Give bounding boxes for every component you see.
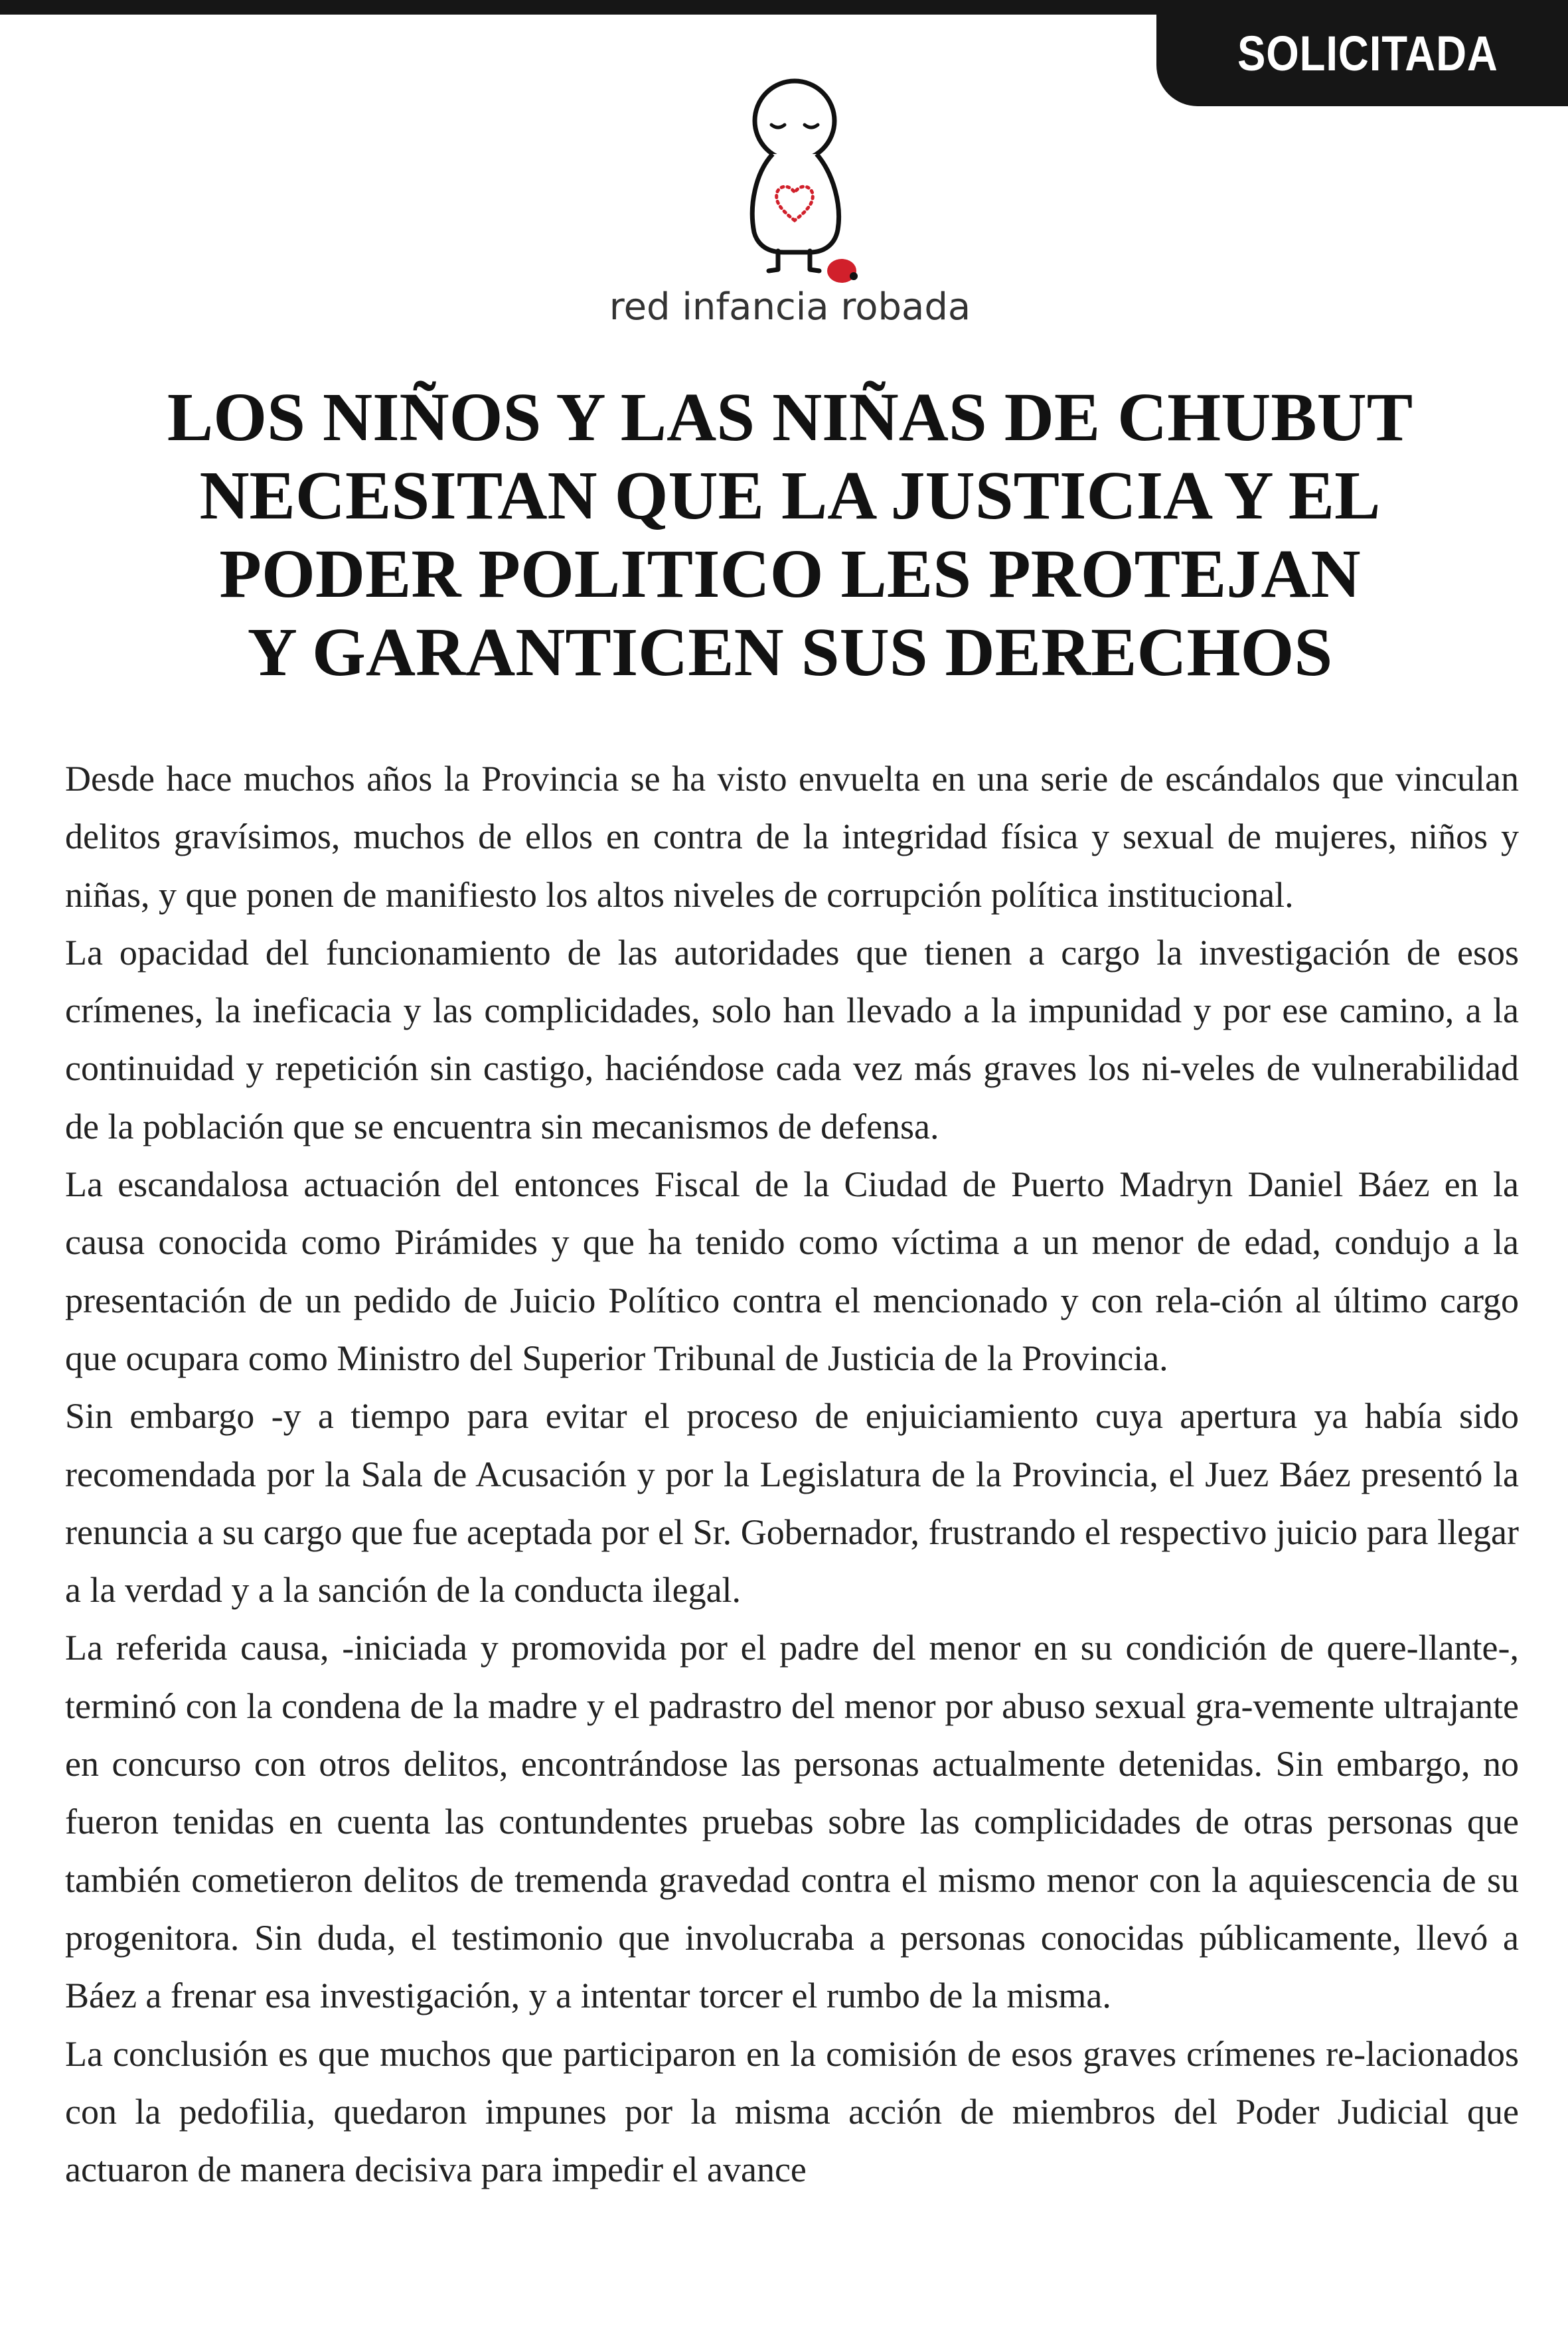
article-body (65, 750, 1519, 2199)
headline-line: LOS NIÑOS Y LAS NIÑAS DE CHUBUT (167, 379, 1413, 455)
section-badge (1156, 0, 1568, 106)
body-paragraph: Desde hace muchos años la Provincia se ha visto envuelta en una serie de escándalos que vinculan delitos gravísimos, muchos de ellos en contra de la integridad física y sexual de mujeres, niños y niñas, y que ponen de manifiesto los altos niveles de corrupción política institucional. (65, 759, 1519, 915)
headline (66, 378, 1514, 692)
badge-label: SOLICITADA (1237, 25, 1498, 81)
child-figure-logo-icon (717, 73, 876, 299)
body-paragraph: Sin embargo -y a tiempo para evitar el proceso de enjuiciamiento cuya apertura ya había sido recomendada por la Sala de Acusación y por la Legislatura de la Provincia, el Juez Báez presentó la renuncia a su cargo que fue aceptada por el Sr. Gobernador, frustrando el respectivo juicio para llegar a la verdad y a la sanción de la conducta ilegal. (65, 1396, 1519, 1610)
logo (584, 73, 996, 352)
logo-wordmark: red infancia robada (609, 285, 971, 329)
body-paragraph: La opacidad del funcionamiento de las autoridades que tienen a cargo la investigación de esos crímenes, la ineficacia y las complicidades, solo han llevado a la impunidad y por ese camino, a la continuidad y repetición sin castigo, haciéndose cada vez más graves los ni-veles de vulnerabilidad de la población que se encuentra sin mecanismos de defensa. (65, 932, 1519, 1146)
headline-line: NECESITAN QUE LA JUSTICIA Y EL (199, 457, 1381, 534)
headline-line: PODER POLITICO LES PROTEJAN (219, 536, 1361, 612)
headline-line: Y GARANTICEN SUS DERECHOS (247, 614, 1333, 690)
body-paragraph: La conclusión es que muchos que participaron en la comisión de esos graves crímenes re-lacionados con la pedofilia, quedaron impunes por la misma acción de miembros del Poder Judicial que actuaron de manera decisiva para impedir el avance (65, 2033, 1519, 2190)
body-paragraph: La escandalosa actuación del entonces Fiscal de la Ciudad de Puerto Madryn Daniel Báez en la causa conocida como Pirámides y que ha tenido como víctima a un menor de edad, condujo a la presentación de un pedido de Juicio Político contra el mencionado y con rela-ción al último cargo que ocupara como Ministro del Superior Tribunal de Justicia de la Provincia. (65, 1164, 1519, 1378)
body-paragraph: La referida causa, -iniciada y promovida por el padre del menor en su condición de quere-llante-, terminó con la condena de la madre y el padrastro del menor por abuso sexual gra-vemente ultrajante en concurso con otros delitos, encontrándose las personas actualmente detenidas. Sin embargo, no fueron tenidas en cuenta las contundentes pruebas sobre las complicidades de otras personas que también cometieron delitos de tremenda gravedad contra el mismo menor con la aquiescencia de su progenitora. Sin duda, el testimonio que involucraba a personas conocidas públicamente, llevó a Báez a frenar esa investigación, y a intentar torcer el rumbo de la misma. (65, 1628, 1519, 2016)
